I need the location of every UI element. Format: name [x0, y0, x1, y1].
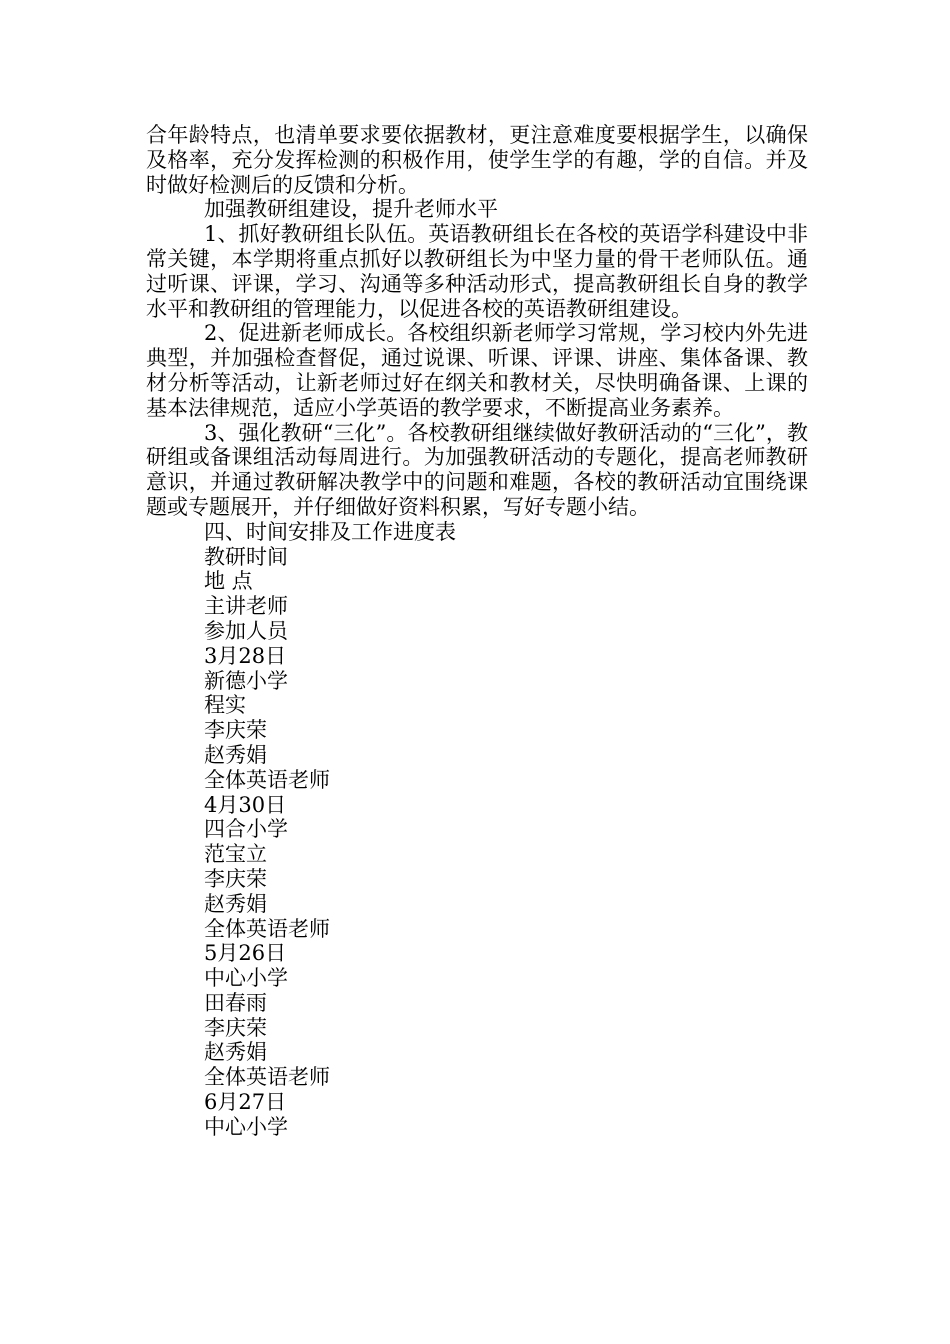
schedule-row-3 — [146, 941, 808, 1090]
schedule-cell-speaker: 田春雨 — [204, 990, 267, 1015]
paragraph-item-3: 3、强化教研“三化”。各校教研组继续做好教研活动的“三化”，教研组或备课组活动每周进行。为加强教研活动的专题化，提高老师教研意识，并通过教研解决教学中的问题和难题，各校的教研活动宜围绕课题或专题展开，并仔细做好资料积累，写好专题小结。 — [146, 420, 808, 519]
schedule-cell-speaker: 程实 — [204, 693, 246, 718]
schedule-header-time: 教研时间 — [204, 544, 288, 569]
schedule-cell-participant: 全体英语老师 — [204, 1065, 330, 1090]
schedule-cell-participant: 李庆荣 — [204, 718, 267, 743]
schedule-row-4 — [146, 1090, 808, 1140]
schedule-cell-date: 6月27日 — [204, 1090, 287, 1115]
schedule-cell-date: 5月26日 — [204, 941, 287, 966]
schedule-cell-participant: 赵秀娟 — [204, 742, 267, 767]
schedule-header-place: 地 点 — [204, 569, 253, 594]
schedule-heading: 四、时间安排及工作进度表 — [204, 519, 456, 544]
schedule-cell-speaker: 范宝立 — [204, 842, 267, 867]
paragraph-item-1: 1、抓好教研组长队伍。英语教研组长在各校的英语学科建设中非常关键，本学期将重点抓好以教研组长为中坚力量的骨干老师队伍。通过听课、评课，学习、沟通等多种活动形式，提高教研组长自身的教学水平和教研组的管理能力，以促进各校的英语教研组建设。 — [146, 222, 808, 321]
schedule-header-list — [146, 545, 808, 644]
schedule-cell-place: 新德小学 — [204, 668, 288, 693]
paragraph-item-2: 2、促进新老师成长。各校组织新老师学习常规，学习校内外先进典型，并加强检查督促，通过说课、听课、评课、讲座、集体备课、教材分析等活动，让新老师过好在纲关和教材关，尽快明确备课、上课的基本法律规范，适应小学英语的教学要求，不断提高业务素养。 — [146, 321, 808, 420]
schedule-cell-place: 中心小学 — [204, 966, 288, 991]
schedule-header-participants: 参加人员 — [204, 618, 288, 643]
schedule-cell-date: 4月30日 — [204, 792, 287, 817]
schedule-cell-participant: 全体英语老师 — [204, 767, 330, 792]
schedule-header-speaker: 主讲老师 — [204, 594, 288, 619]
section-heading: 加强教研组建设，提升老师水平 — [204, 197, 498, 222]
schedule-cell-participant: 李庆荣 — [204, 866, 267, 891]
schedule-cell-participant: 赵秀娟 — [204, 891, 267, 916]
paragraph-continuation: 合年龄特点，也清单要求要依据教材，更注意难度要根据学生，以确保及格率，充分发挥检测的积极作用，使学生学的有趣，学的自信。并及时做好检测后的反馈和分析。 — [146, 123, 808, 197]
schedule-cell-participant: 赵秀娟 — [204, 1040, 267, 1065]
schedule-cell-date: 3月28日 — [204, 643, 287, 668]
schedule-cell-place: 四合小学 — [204, 817, 288, 842]
schedule-cell-participant: 全体英语老师 — [204, 916, 330, 941]
schedule-row-1 — [146, 644, 808, 793]
schedule-cell-place: 中心小学 — [204, 1114, 288, 1139]
schedule-row-2 — [146, 793, 808, 942]
schedule-cell-participant: 李庆荣 — [204, 1015, 267, 1040]
document-page — [146, 123, 808, 1140]
